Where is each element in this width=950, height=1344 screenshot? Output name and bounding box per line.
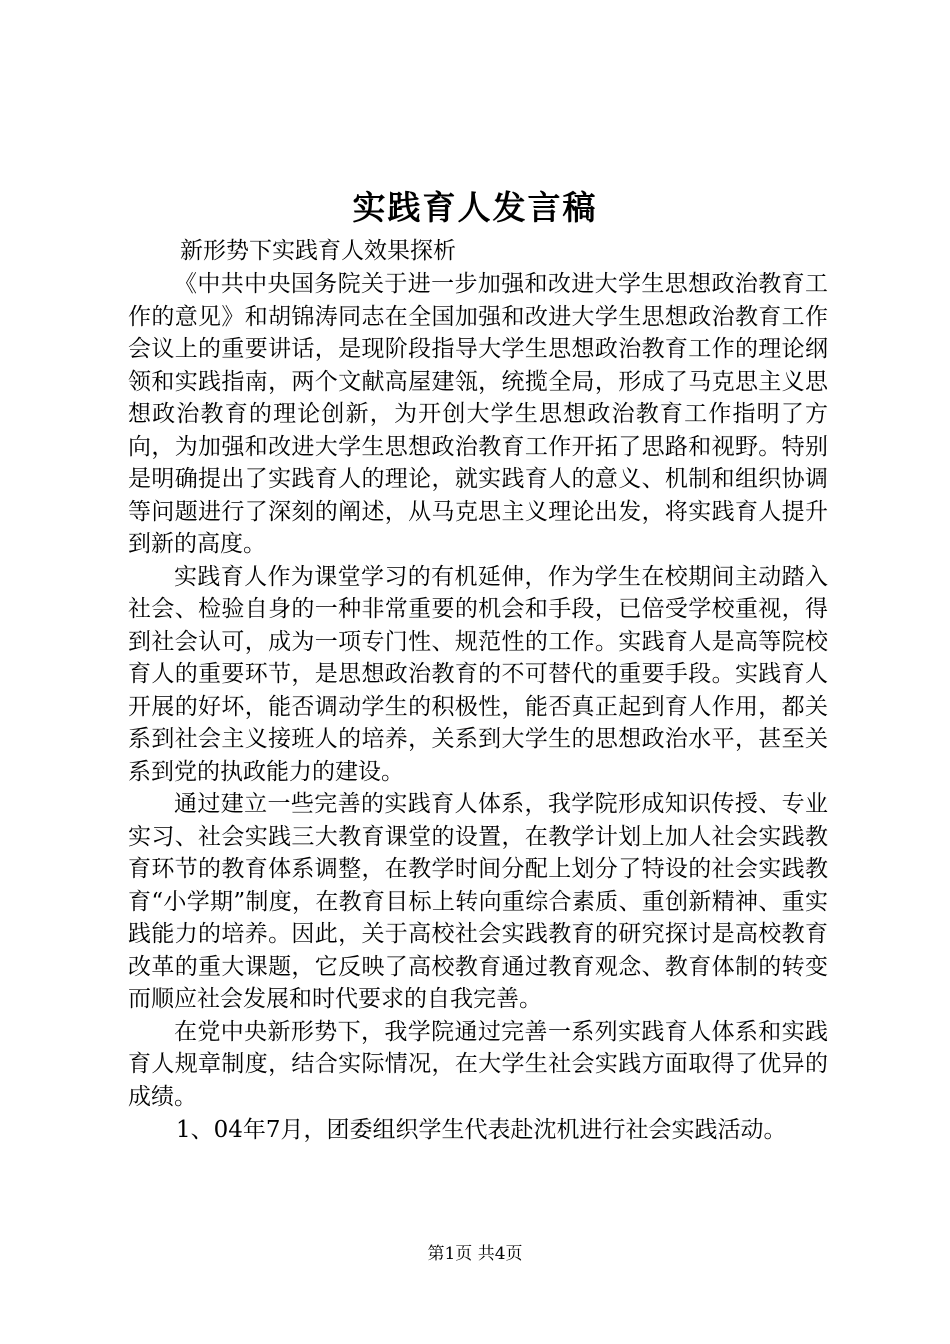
document-title: 实践育人发言稿	[352, 188, 598, 227]
paragraph-2: 实践育人作为课堂学习的有机延伸，作为学生在校期间主动踏入社会、检验自身的一种非常重要的机会和手段，已倍受学校重视，得到社会认可，成为一项专门性、规范性的工作。实践育人是高等院校育人的重要环节，是思想政治教育的不可替代的重要手段。实践育人开展的好坏，能否调动学生的积极性，能否真正起到育人作用，都关系到社会主义接班人的培养，关系到大学生的思想政治水平，甚至关系到党的执政能力的建设。	[128, 563, 828, 785]
paragraph-1: 《中共中央国务院关于进一步加强和改进大学生思想政治教育工作的意见》和胡锦涛同志在全国加强和改进大学生思想政治教育工作会议上的重要讲话，是现阶段指导大学生思想政治教育工作的理论纲领和实践指南，两个文献高屋建瓴，统揽全局，形成了马克思主义思想政治教育的理论创新，为开创大学生思想政治教育工作指明了方向，为加强和改进大学生思想政治教育工作开拓了思路和视野。特别是明确提出了实践育人的理论，就实践育人的意义、机制和组织协调等问题进行了深刻的阐述，从马克思主义理论出发，将实践育人提升到新的高度。	[128, 271, 828, 557]
document-subtitle: 新形势下实践育人效果探析	[180, 238, 456, 264]
list-item-1: 1、04年7月，团委组织学生代表赴沈机进行社会实践活动。	[176, 1117, 787, 1143]
document-body	[128, 234, 828, 1147]
paragraph-3: 通过建立一些完善的实践育人体系，我学院形成知识传授、专业实习、社会实践三大教育课堂的设置，在教学计划上加人社会实践教育环节的教育体系调整，在教学时间分配上划分了特设的社会实践教育“小学期”制度，在教育目标上转向重综合素质、重创新精神、重实践能力的培养。因此，关于高校社会实践教育的研究探讨是高校教育改革的重大课题，它反映了高校教育通过教育观念、教育体制的转变而顺应社会发展和时代要求的自我完善。	[128, 791, 828, 1012]
paragraph-4: 在党中央新形势下，我学院通过完善一系列实践育人体系和实践育人规章制度，结合实际情况，在大学生社会实践方面取得了优异的成绩。	[128, 1018, 828, 1110]
page-number-footer: 第1页 共4页	[427, 1244, 523, 1264]
